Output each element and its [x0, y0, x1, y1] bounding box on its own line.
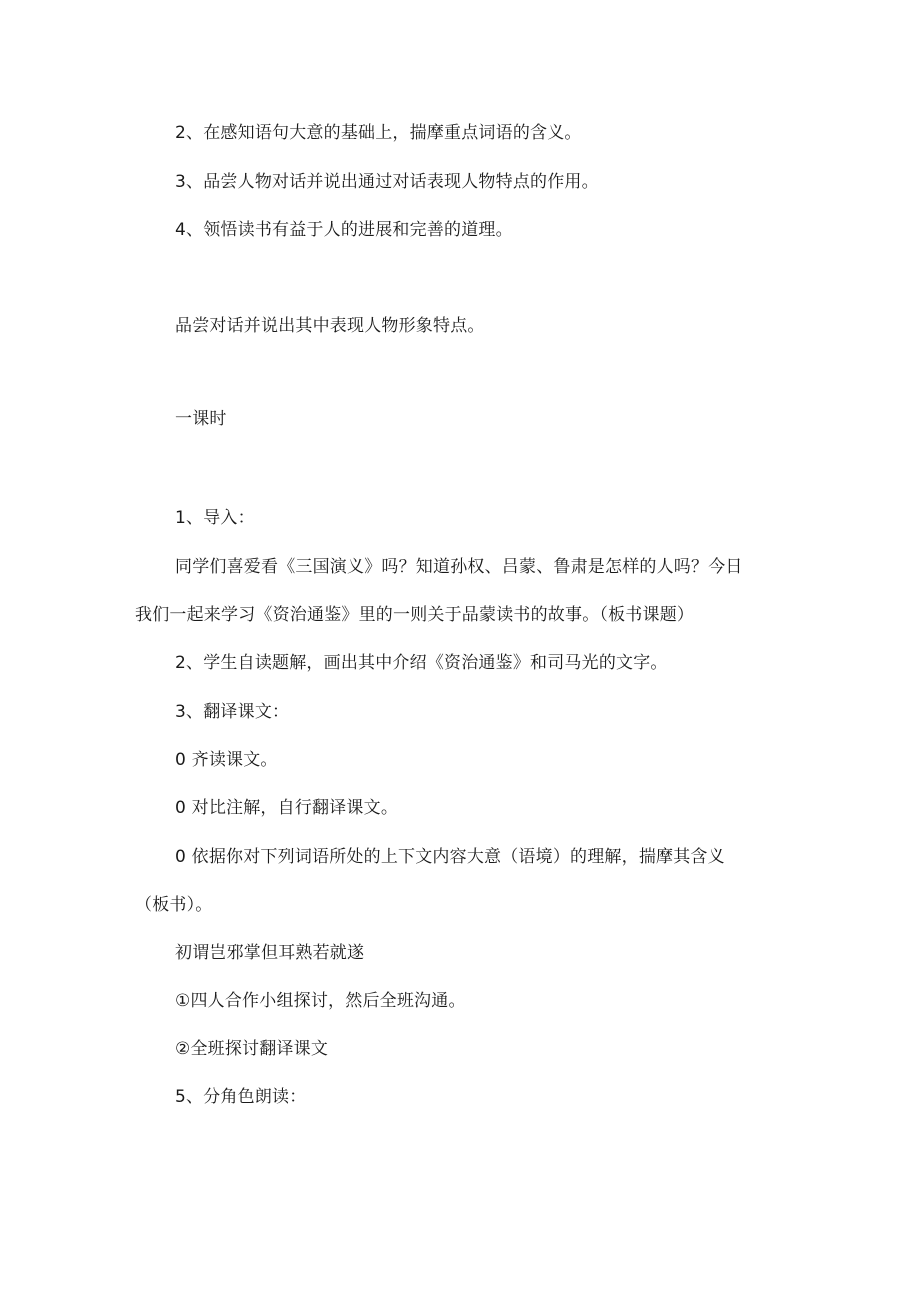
objective-3: 3、品尝人物对话并说出通过对话表现人物特点的作用。 [175, 172, 599, 192]
intro-paragraph-line-1: 同学们喜爱看《三国演义》吗？知道孙权、吕蒙、鲁肃是怎样的人吗？今日 [175, 557, 743, 577]
sub-step-context-line-2: （板书）。 [135, 895, 213, 915]
class-hours: 一课时 [175, 409, 227, 429]
key-point: 品尝对话并说出其中表现人物形象特点。 [175, 316, 485, 336]
step-2: 2、学生自读题解，画出其中介绍《资治通鉴》和司马光的文字。 [175, 653, 668, 673]
group-discussion: ①四人合作小组探讨，然后全班沟通。 [175, 991, 466, 1011]
sub-step-translate: 0 对比注解，自行翻译课文。 [175, 798, 399, 818]
step-5: 5、分角色朗读： [175, 1087, 307, 1107]
sub-step-read: 0 齐读课文。 [175, 750, 278, 770]
step-1-heading: 1、导入： [175, 508, 255, 528]
class-discussion: ②全班探讨翻译课文 [175, 1039, 329, 1059]
sub-step-context-line-1: 0 依据你对下列词语所处的上下文内容大意（语境）的理解，揣摩其含义 [175, 847, 725, 867]
step-3: 3、翻译课文： [175, 702, 290, 722]
intro-paragraph-line-2: 我们一起来学习《资治通鉴》里的一则关于品蒙读书的故事。（板书课题） [135, 605, 695, 625]
objective-4: 4、领悟读书有益于人的进展和完善的道理。 [175, 220, 513, 240]
objective-2: 2、在感知语句大意的基础上，揣摩重点词语的含义。 [175, 123, 582, 143]
key-words: 初谓岂邪掌但耳熟若就遂 [175, 943, 365, 963]
